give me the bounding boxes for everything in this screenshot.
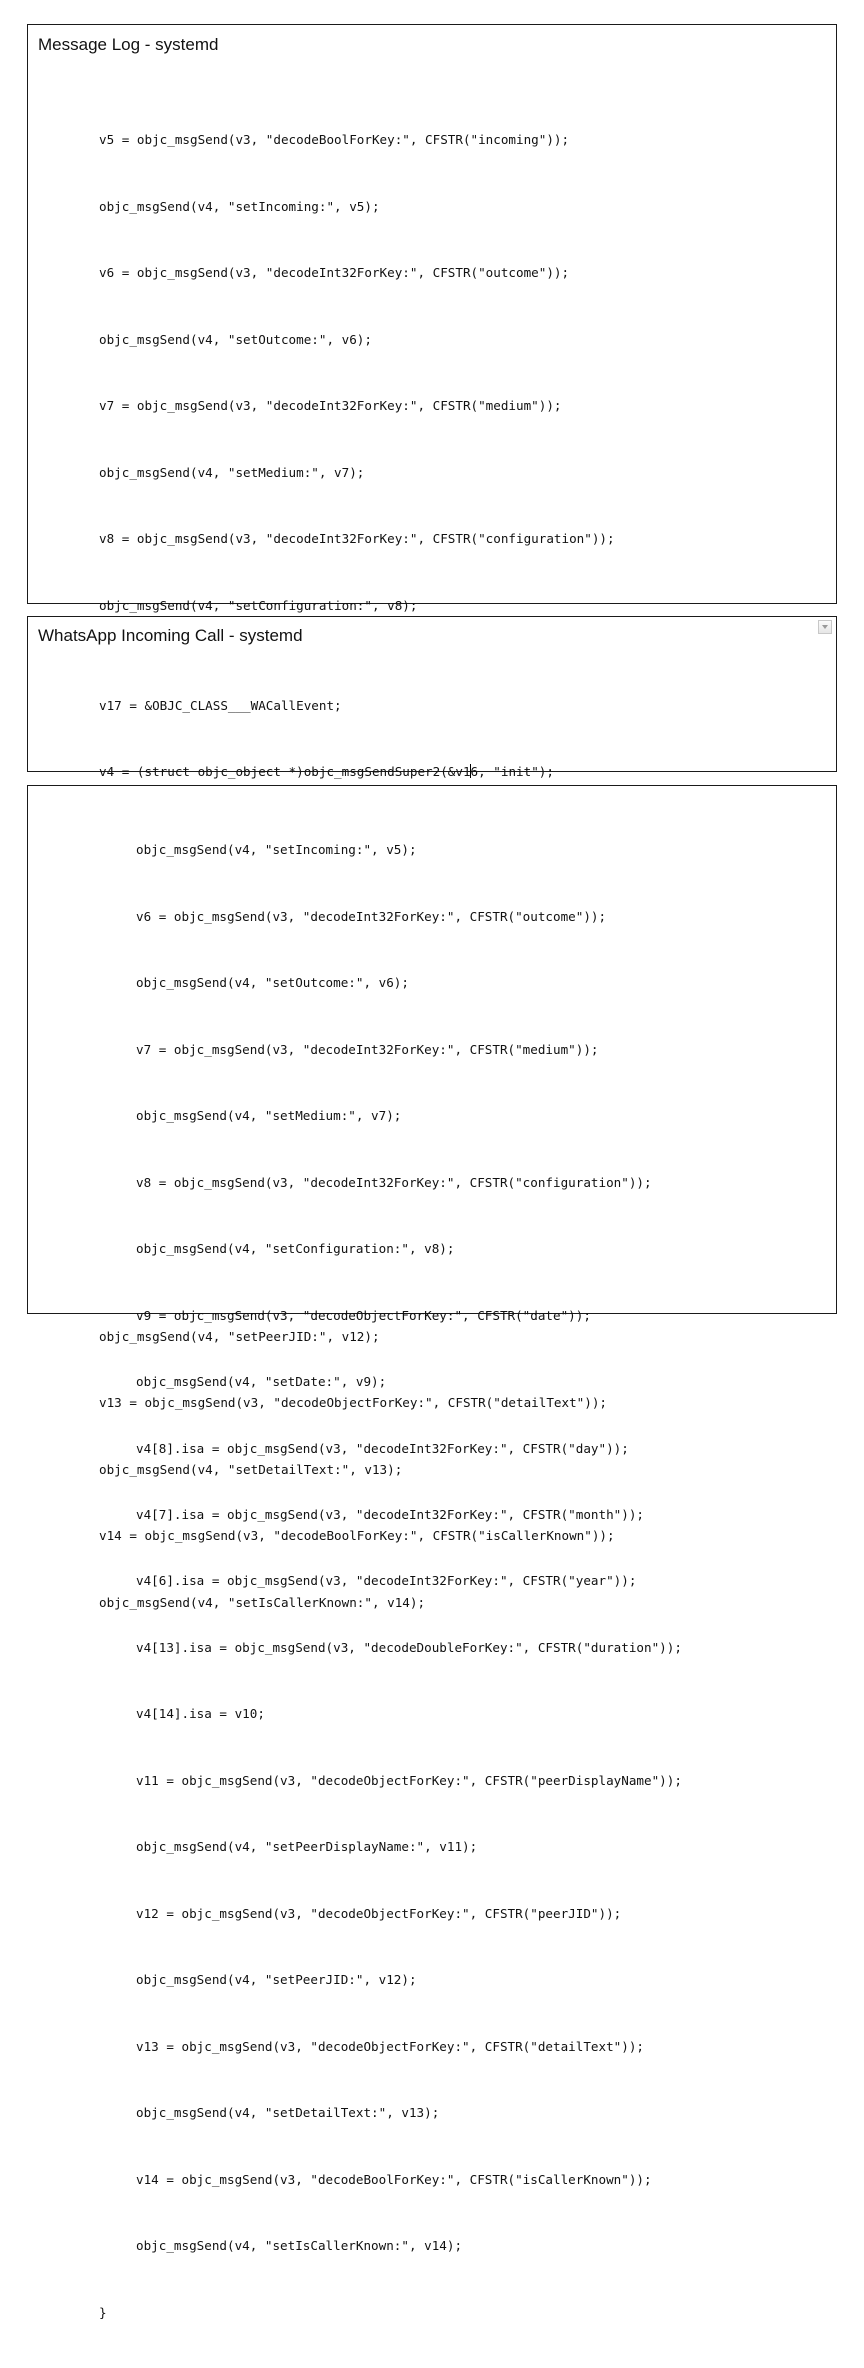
code-line: objc_msgSend(v4, "setDate:", v9); <box>136 1374 387 1390</box>
code-line: v4[8].isa = objc_msgSend(v3, "decodeInt32ForKey:", CFSTR("day")); <box>136 1440 629 1456</box>
code-line: } <box>99 2304 107 2320</box>
code-line: objc_msgSend(v4, "setDetailText:", v13); <box>136 2105 440 2121</box>
whatsapp-incoming-call-panel <box>27 616 837 780</box>
code-line: v7 = objc_msgSend(v3, "decodeInt32ForKey:", CFSTR("medium")); <box>99 398 562 414</box>
code-line: objc_msgSend(v4, "setPeerJID:", v12); <box>99 1328 380 1344</box>
code-line: v4[6].isa = objc_msgSend(v3, "decodeInt32ForKey:", CFSTR("year")); <box>136 1573 637 1589</box>
code-line: v5 = objc_msgSend(v3, "decodeBoolForKey:", CFSTR("incoming")); <box>99 132 570 148</box>
code-text-after-caret: 6, "init"); <box>470 764 554 780</box>
code-line: v14 = objc_msgSend(v3, "decodeBoolForKey:", CFSTR("isCallerKnown")); <box>136 2171 652 2187</box>
code-line-with-caret <box>28 761 606 783</box>
code-line: objc_msgSend(v4, "setMedium:", v7); <box>136 1108 402 1124</box>
code-line: objc_msgSend(v4, "setMedium:", v7); <box>99 464 365 480</box>
code-line: v13 = objc_msgSend(v3, "decodeObjectForKey:", CFSTR("detailText")); <box>99 1395 607 1411</box>
code-line: objc_msgSend(v4, "setConfiguration:", v8); <box>136 1241 455 1257</box>
code-line: v17 = &OBJC_CLASS___WACallEvent; <box>99 698 342 714</box>
code-text-before-caret: v4 = (struct objc_object *)objc_msgSendSuper2(&v1 <box>99 764 471 780</box>
dropdown-arrow-icon[interactable] <box>818 620 832 634</box>
code-line: v6 = objc_msgSend(v3, "decodeInt32ForKey:", CFSTR("outcome")); <box>136 908 607 924</box>
code-line: v8 = objc_msgSend(v3, "decodeInt32ForKey:", CFSTR("configuration")); <box>136 1174 652 1190</box>
code-line: v12 = objc_msgSend(v3, "decodeObjectForKey:", CFSTR("peerJID")); <box>136 1905 622 1921</box>
code-line: v8 = objc_msgSend(v3, "decodeInt32ForKey:", CFSTR("configuration")); <box>99 531 615 547</box>
code-line: objc_msgSend(v4, "setIsCallerKnown:", v14); <box>136 2238 463 2254</box>
code-line: v6 = objc_msgSend(v3, "decodeInt32ForKey:", CFSTR("outcome")); <box>99 265 570 281</box>
code-line: v4[7].isa = objc_msgSend(v3, "decodeInt32ForKey:", CFSTR("month")); <box>136 1507 644 1522</box>
code-line: v11 = objc_msgSend(v3, "decodeObjectForKey:", CFSTR("peerDisplayName")); <box>136 1772 682 1788</box>
code-line: objc_msgSend(v4, "setIncoming:", v5); <box>136 842 417 858</box>
code-line: objc_msgSend(v4, "setConfiguration:", v8); <box>99 597 418 613</box>
panel-title: Message Log - systemd <box>38 35 219 54</box>
panel-title: WhatsApp Incoming Call - systemd <box>38 626 303 645</box>
code-line: objc_msgSend(v4, "setOutcome:", v6); <box>136 975 409 991</box>
code-line: v4[13].isa = objc_msgSend(v3, "decodeDoubleForKey:", CFSTR("duration")); <box>136 1639 682 1655</box>
code-line: objc_msgSend(v4, "setPeerDisplayName:", v11); <box>136 1839 478 1855</box>
code-continuation-panel <box>27 785 837 2320</box>
code-line: v14 = objc_msgSend(v3, "decodeBoolForKey:", CFSTR("isCallerKnown")); <box>99 1528 615 1544</box>
code-line: objc_msgSend(v4, "setPeerJID:", v12); <box>136 1972 417 1988</box>
code-line: objc_msgSend(v4, "setDetailText:", v13); <box>99 1461 403 1477</box>
code-block <box>28 795 682 2368</box>
code-line: objc_msgSend(v4, "setIsCallerKnown:", v14); <box>99 1594 426 1610</box>
code-line: v9 = objc_msgSend(v3, "decodeObjectForKey:", CFSTR("date")); <box>136 1307 591 1323</box>
code-line: objc_msgSend(v4, "setOutcome:", v6); <box>99 331 372 347</box>
code-line: v13 = objc_msgSend(v3, "decodeObjectForKey:", CFSTR("detailText")); <box>136 2038 644 2054</box>
code-line: objc_msgSend(v4, "setIncoming:", v5); <box>99 198 380 214</box>
code-line: v4[14].isa = v10; <box>136 1706 265 1722</box>
code-line: v7 = objc_msgSend(v3, "decodeInt32ForKey:", CFSTR("medium")); <box>136 1041 599 1057</box>
